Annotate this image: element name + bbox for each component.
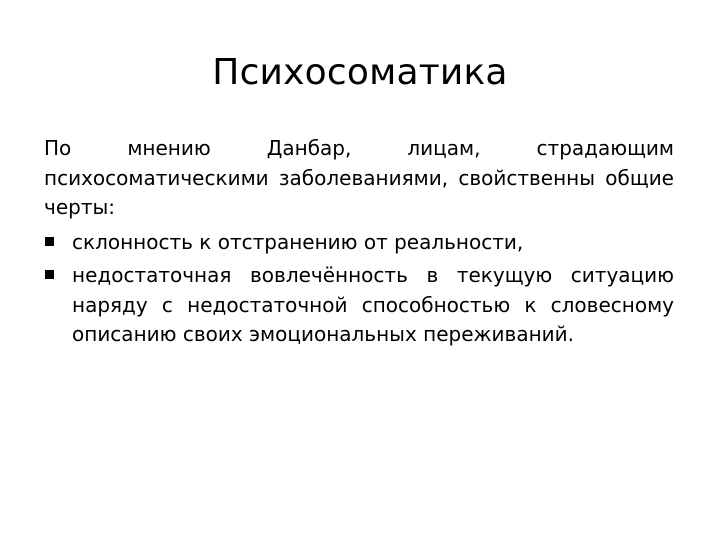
bullet-list: [44, 228, 674, 350]
bullet-item: [44, 228, 674, 258]
square-bullet-icon: [45, 270, 54, 279]
square-bullet-icon: [45, 237, 54, 246]
bullet-text: склонность к отстранению от реальности,: [72, 229, 524, 254]
slide-body: [44, 134, 674, 354]
bullet-item: [44, 261, 674, 350]
bullet-text: недостаточная вовлечённость в текущую ситуацию наряду с недостаточной способностью к словесному описанию своих эмоциональных переживаний.: [72, 263, 674, 346]
slide-title: Психосоматика: [212, 52, 508, 93]
intro-paragraph: По мнению Данбар, лицам, страдающим психосоматическими заболеваниями, свойственны общие черты:: [44, 136, 674, 219]
